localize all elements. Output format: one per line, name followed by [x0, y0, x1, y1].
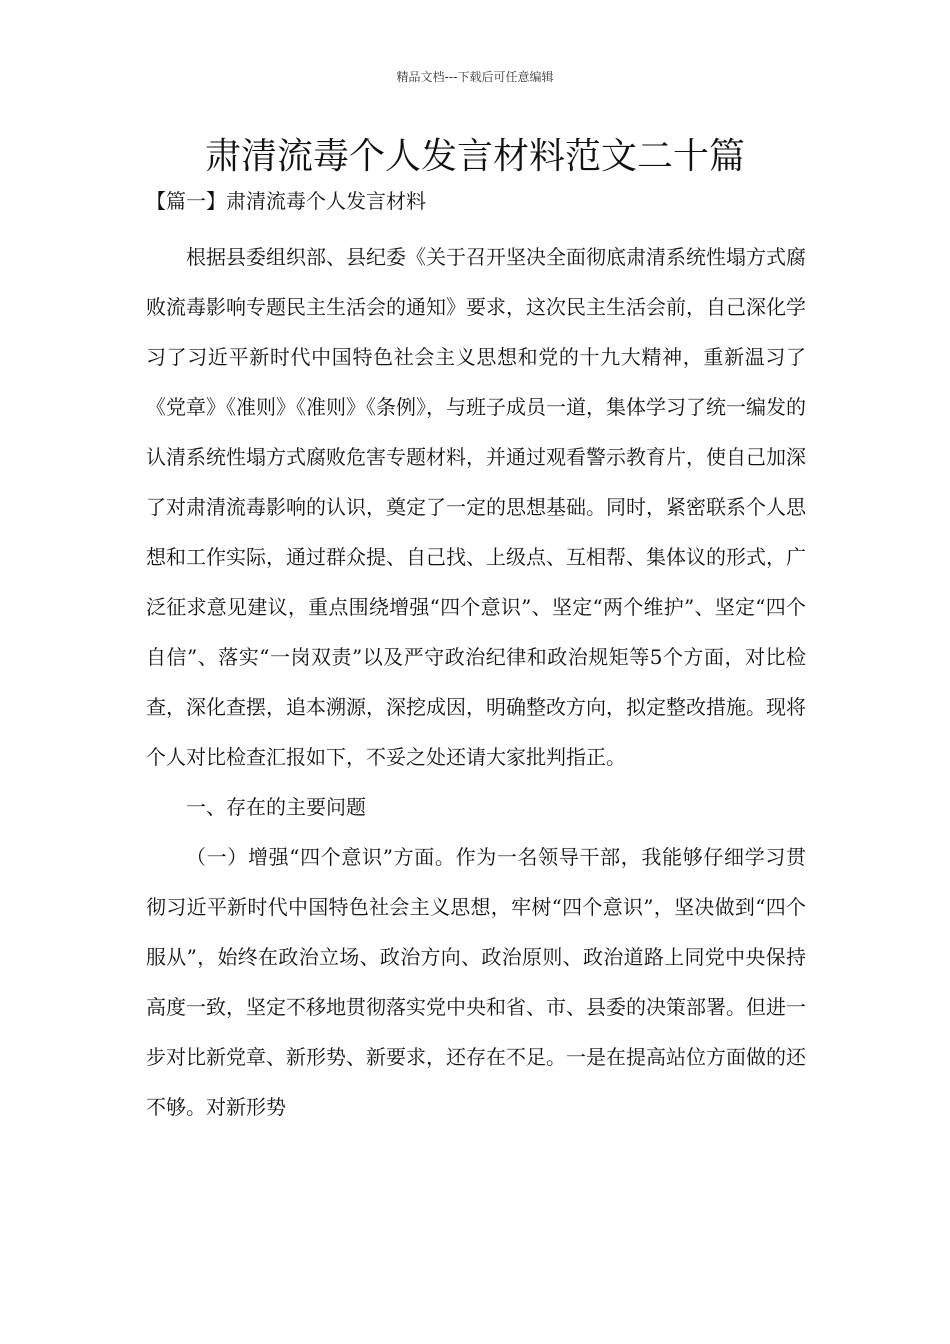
header-note: 精品文档---下载后可任意编辑 — [396, 70, 554, 84]
document-title: 肃清流毒个人发言材料范文二十篇 — [204, 136, 745, 177]
section-title: 【篇一】肃清流毒个人发言材料 — [146, 189, 426, 213]
paragraph-four-consciousness: （一）增强“四个意识”方面。作为一名领导干部，我能够仔细学习贯彻习近平新时代中国特色社会主义思想，牢树“四个意识”，坚决做到“四个服从”，始终在政治立场、政治方向、政治原则、政治道路上同党中央保持高度一致，坚定不移地贯彻落实党中央和省、市、县委的决策部署。但进一步对比新党章、新形势、新要求，还存在不足。一是在提高站位方面做的还不够。对新形势 — [146, 845, 806, 1119]
heading-main-problems: 一、存在的主要问题 — [186, 795, 366, 819]
paragraph-intro: 根据县委组织部、县纪委《关于召开坚决全面彻底肃清系统性塌方式腐败流毒影响专题民主生活会的通知》要求，这次民主生活会前，自己深化学习了习近平新时代中国特色社会主义思想和党的十九大精神，重新温习了《党章》《准则》《准则》《条例》，与班子成员一道，集体学习了统一编发的认清系统性塌方式腐败危害专题材料，并通过观看警示教育片，使自己加深了对肃清流毒影响的认识，奠定了一定的思想基础。同时，紧密联系个人思想和工作实际，通过群众提、自己找、上级点、互相帮、集体议的形式，广泛征求意见建议，重点围绕增强“四个意识”、坚定“两个维护”、坚定“四个自信”、落实“一岗双责”以及严守政治纪律和政治规矩等5个方面，对比检查，深化查摆，追本溯源，深挖成因，明确整改方向，拟定整改措施。现将个人对比检查汇报如下，不妥之处还请大家批判指正。 — [146, 245, 806, 769]
document-body — [146, 232, 806, 1132]
